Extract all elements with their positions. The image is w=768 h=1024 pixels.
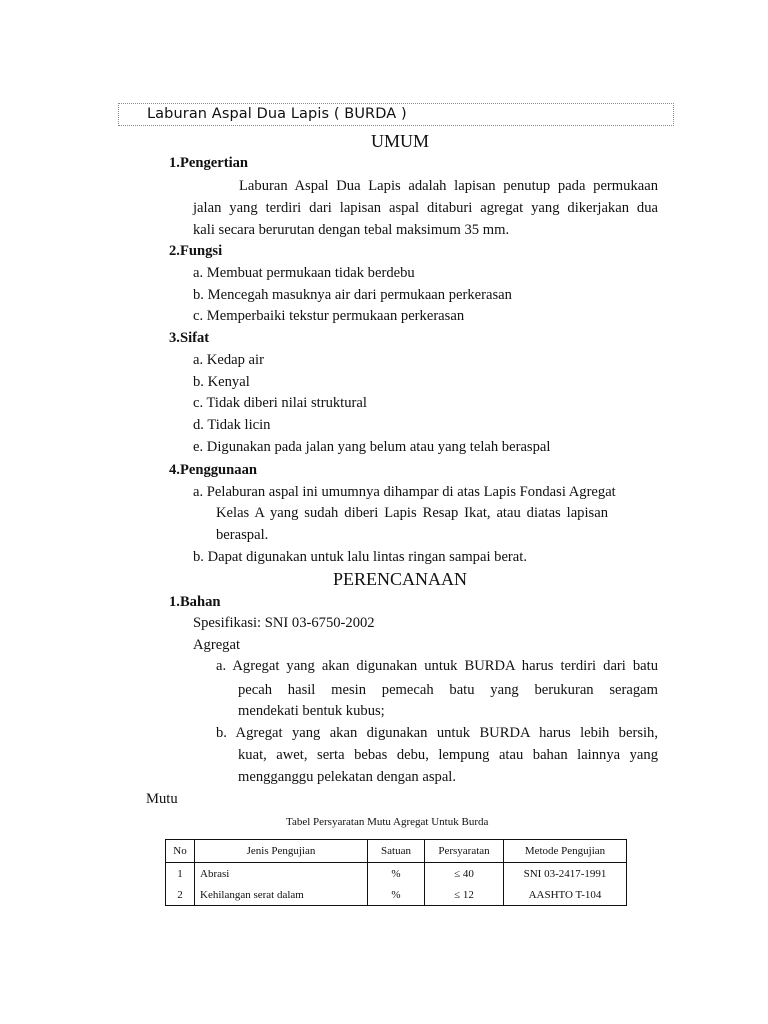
agregat-item-b-line-1: b. Agregat yang akan digunakan untuk BURDA harus lebih bersih, <box>216 725 659 741</box>
penggunaan-item-a-line-1: a. Pelaburan aspal ini umumnya dihampar di atas Lapis Fondasi Agregat <box>193 484 616 500</box>
fungsi-item-a: a. Membuat permukaan tidak berdebu <box>193 265 415 281</box>
column-header-no: No <box>166 840 195 863</box>
requirements-table <box>165 839 627 906</box>
bahan-agregat-label: Agregat <box>193 637 241 653</box>
cell-jenis: Abrasi <box>195 863 368 885</box>
bahan-spesifikasi: Spesifikasi: SNI 03-6750-2002 <box>193 615 375 631</box>
pengertian-line-3: kali secara berurutan dengan tebal maksimum 35 mm. <box>193 222 510 238</box>
agregat-item-a-line-1: a. Agregat yang akan digunakan untuk BURDA harus terdiri dari batu <box>216 658 658 674</box>
fungsi-item-c: c. Memperbaiki tekstur permukaan perkerasan <box>193 308 465 324</box>
cell-satuan: % <box>368 863 425 885</box>
agregat-item-a-line-3: mendekati bentuk kubus; <box>238 703 385 719</box>
pengertian-line-1: Laburan Aspal Dua Lapis adalah lapisan penutup pada permukaan <box>239 178 658 194</box>
column-header-satuan: Satuan <box>368 840 425 863</box>
sifat-item-a: a. Kedap air <box>193 352 264 368</box>
pengertian-heading: 1.Pengertian <box>169 155 249 171</box>
sifat-item-b: b. Kenyal <box>193 374 250 390</box>
table-header-row <box>166 840 627 863</box>
penggunaan-heading: 4.Penggunaan <box>169 462 257 478</box>
table-row <box>166 884 627 906</box>
penggunaan-item-a-line-3: beraspal. <box>216 527 269 543</box>
cell-persyaratan: ≤ 12 <box>425 884 504 906</box>
fungsi-item-b: b. Mencegah masuknya air dari permukaan perkerasan <box>193 287 512 303</box>
agregat-item-a-line-2: pecah hasil mesin pemecah batu yang berukuran seragam <box>238 682 658 698</box>
agregat-item-b-line-2: kuat, awet, serta bebas debu, lempung atau bahan lainnya yang <box>238 747 658 763</box>
document-title: Laburan Aspal Dua Lapis ( BURDA ) <box>147 106 407 122</box>
penggunaan-item-b: b. Dapat digunakan untuk lalu lintas ringan sampai berat. <box>193 549 527 565</box>
cell-persyaratan: ≤ 40 <box>425 863 504 885</box>
cell-no: 2 <box>166 884 195 906</box>
column-header-jenis: Jenis Pengujian <box>195 840 368 863</box>
column-header-metode: Metode Pengujian <box>504 840 627 863</box>
cell-jenis: Kehilangan serat dalam <box>195 884 368 906</box>
section-heading-umum: UMUM <box>370 131 429 151</box>
sifat-heading: 3.Sifat <box>169 330 210 346</box>
sifat-item-d: d. Tidak licin <box>193 417 271 433</box>
mutu-label: Mutu <box>146 791 178 807</box>
cell-no: 1 <box>166 863 195 885</box>
sifat-item-c: c. Tidak diberi nilai struktural <box>193 395 367 411</box>
cell-metode: SNI 03-2417-1991 <box>504 863 627 885</box>
column-header-persyaratan: Persyaratan <box>425 840 504 863</box>
fungsi-heading: 2.Fungsi <box>169 243 223 259</box>
pengertian-line-2: jalan yang terdiri dari lapisan aspal ditaburi agregat yang dikerjakan dua <box>193 200 658 216</box>
penggunaan-item-a-line-2: Kelas A yang sudah diberi Lapis Resap Ikat, atau diatas lapisan <box>216 505 608 521</box>
agregat-item-b-line-3: mengganggu pelekatan dengan aspal. <box>238 769 457 785</box>
bahan-heading: 1.Bahan <box>169 594 221 610</box>
section-heading-perencanaan: PERENCANAAN <box>332 569 467 589</box>
sifat-item-e: e. Digunakan pada jalan yang belum atau yang telah beraspal <box>193 439 551 455</box>
table-row <box>166 863 627 885</box>
table-caption: Tabel Persyaratan Mutu Agregat Untuk Burda <box>286 816 489 828</box>
cell-metode: AASHTO T-104 <box>504 884 627 906</box>
cell-satuan: % <box>368 884 425 906</box>
